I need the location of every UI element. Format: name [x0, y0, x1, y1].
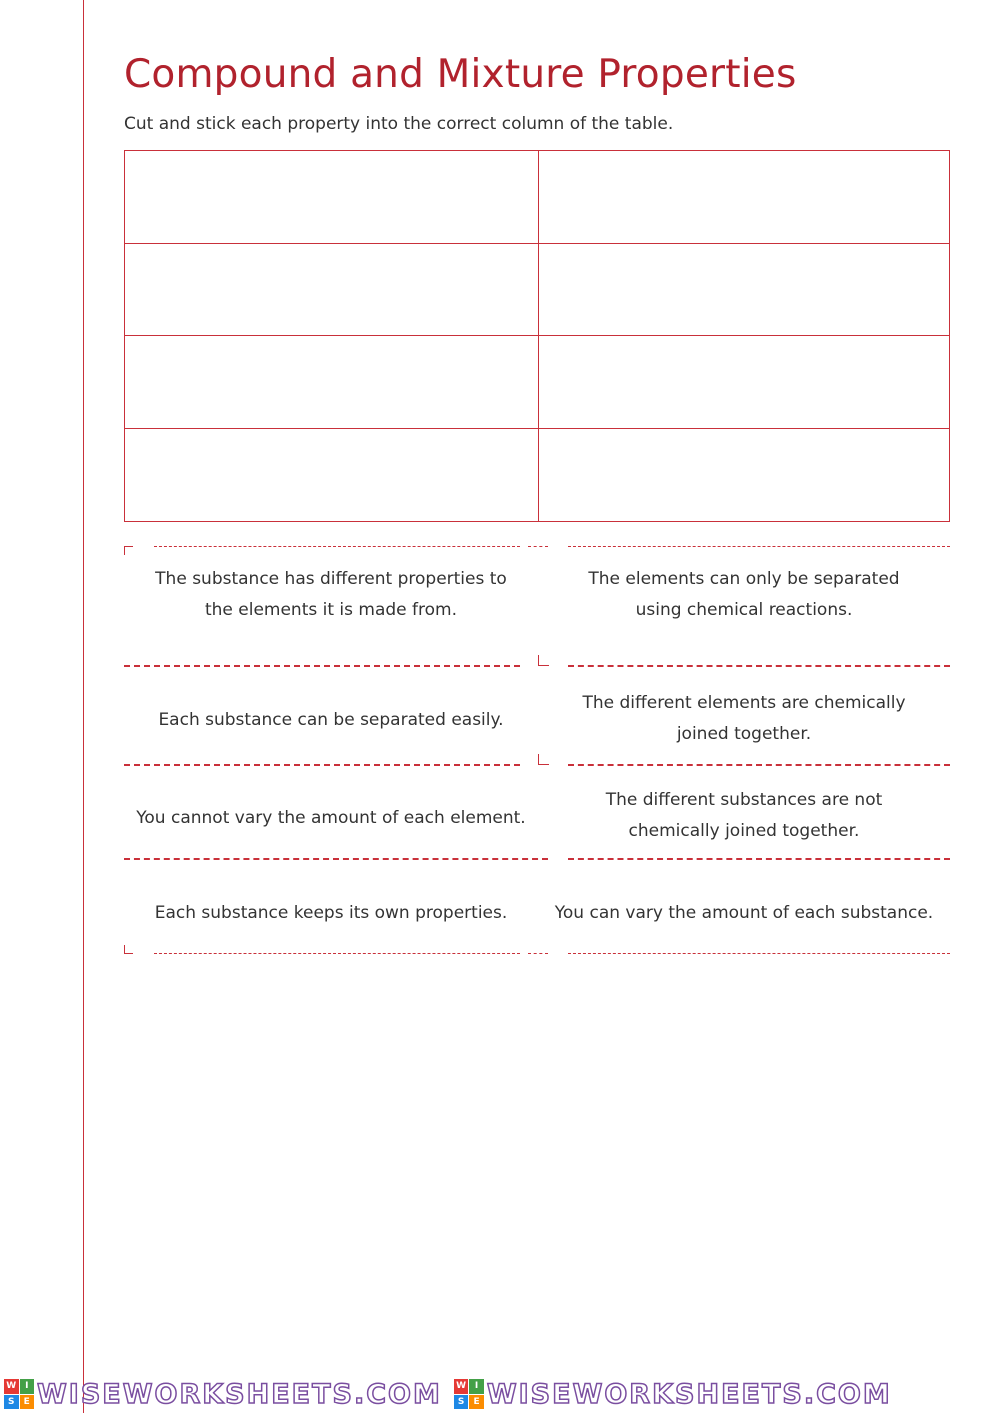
- logo-squares-icon: [454, 1379, 484, 1409]
- property-card[interactable]: [538, 560, 950, 630]
- cut-line: [568, 546, 950, 547]
- center-mark: [538, 655, 549, 666]
- cut-line: [528, 953, 548, 954]
- corner-mark: [124, 945, 133, 954]
- cut-line: [124, 764, 520, 766]
- brand-logo: [454, 1379, 892, 1410]
- table-cell[interactable]: [539, 336, 949, 429]
- logo-letter: E: [20, 1395, 35, 1410]
- table-cell[interactable]: [125, 336, 539, 429]
- table-cell[interactable]: [539, 244, 949, 337]
- property-card[interactable]: [124, 893, 538, 933]
- cut-line: [568, 764, 950, 766]
- cut-line: [568, 858, 950, 860]
- sorting-table: [124, 150, 950, 522]
- property-card-text: You can vary the amount of each substance.: [554, 902, 934, 923]
- property-card-text: The different substances are not chemically joined together.: [605, 790, 883, 841]
- brand-name: WISEWORKSHEETS.COM: [37, 1378, 442, 1410]
- property-card[interactable]: [124, 700, 538, 740]
- property-card-text: You cannot vary the amount of each element.: [136, 807, 526, 828]
- cut-line: [154, 546, 520, 547]
- property-card[interactable]: [124, 560, 538, 630]
- logo-letter: I: [469, 1379, 484, 1394]
- property-card-text: Each substance can be separated easily.: [158, 709, 504, 730]
- logo-letter: S: [454, 1395, 469, 1410]
- property-card[interactable]: [538, 684, 950, 754]
- cut-line: [124, 858, 548, 860]
- center-mark: [538, 754, 549, 765]
- table-cell[interactable]: [539, 151, 949, 244]
- cut-line: [528, 546, 548, 547]
- logo-letter: W: [454, 1379, 469, 1394]
- cut-line: [568, 953, 950, 954]
- property-card-text: The substance has different properties to the elements it is made from.: [155, 569, 507, 620]
- cut-line: [568, 665, 950, 667]
- table-cell[interactable]: [125, 244, 539, 337]
- brand-name: WISEWORKSHEETS.COM: [486, 1378, 892, 1410]
- cut-line: [154, 953, 520, 954]
- margin-line: [83, 0, 84, 1413]
- corner-mark: [124, 546, 133, 555]
- property-card[interactable]: [538, 781, 950, 851]
- logo-squares-icon: [4, 1379, 34, 1409]
- logo-letter: I: [20, 1379, 35, 1394]
- table-cell[interactable]: [125, 429, 539, 522]
- table-cell[interactable]: [539, 429, 949, 522]
- logo-letter: W: [4, 1379, 19, 1394]
- table-cell[interactable]: [125, 151, 539, 244]
- property-card[interactable]: [124, 798, 538, 838]
- logo-letter: S: [4, 1395, 19, 1410]
- property-card[interactable]: [538, 893, 950, 933]
- page-title: Compound and Mixture Properties: [124, 52, 797, 97]
- cut-line: [124, 665, 520, 667]
- property-card-text: Each substance keeps its own properties.: [154, 902, 508, 923]
- instruction-text: Cut and stick each property into the correct column of the table.: [124, 114, 674, 134]
- brand-logo: [4, 1379, 442, 1410]
- property-card-text: The elements can only be separated using chemical reactions.: [588, 569, 900, 620]
- footer-brand-bar: [0, 1375, 1000, 1413]
- property-card-text: The different elements are chemically joined together.: [582, 693, 906, 744]
- logo-letter: E: [469, 1395, 484, 1410]
